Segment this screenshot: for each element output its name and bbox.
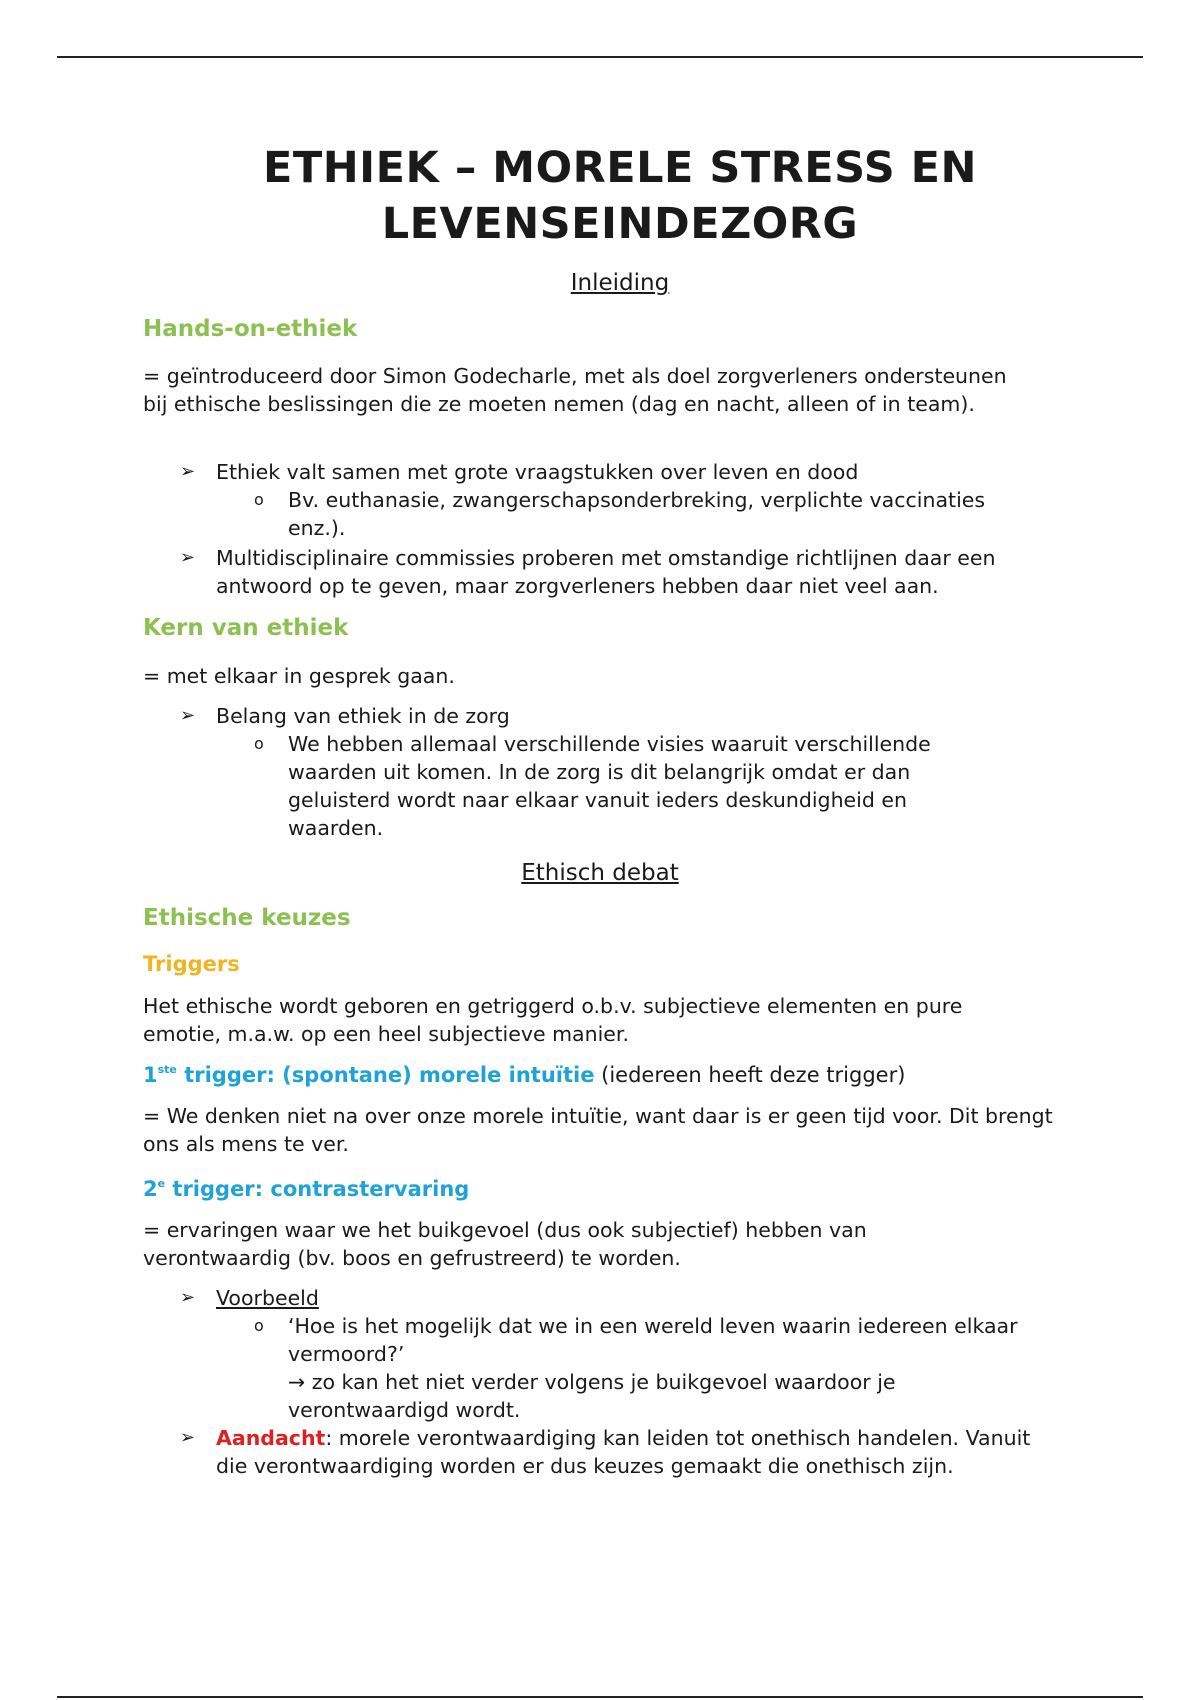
section-heading-inleiding: Inleiding — [570, 270, 670, 296]
footer-rule — [57, 1696, 1143, 1698]
circle-bullet-icon: o — [254, 734, 264, 753]
list-item: ➢ Aandacht: morele verontwaardiging kan leiden tot onethisch handelen. Vanuit die verontwaardiging worden er dus keuzes gemaakt die onethisch zijn. — [180, 1426, 1031, 1478]
list-item: ➢ Belang van ethiek in de zorg — [180, 704, 510, 728]
page-title: ETHIEK – MORELE STRESS EN LEVENSEINDEZORG — [262, 143, 978, 249]
circle-bullet-icon: o — [254, 1316, 264, 1335]
trigger-1-text: = We denken niet na over onze morele intuïtie, want daar is er geen tijd voor. Dit brengt ons als mens te ver. — [143, 1104, 1053, 1156]
heading-triggers: Triggers — [143, 952, 240, 976]
heading-trigger-1: 1ste trigger: (spontane) morele intuïtie (iedereen heeft deze trigger) — [143, 1063, 906, 1087]
kern-intro: = met elkaar in gesprek gaan. — [143, 664, 455, 688]
arrow-bullet-icon: ➢ — [180, 1427, 196, 1448]
arrow-bullet-icon: ➢ — [180, 547, 196, 568]
list-item: ➢ Ethiek valt samen met grote vraagstukken over leven en dood — [180, 460, 859, 484]
circle-bullet-icon: o — [254, 490, 264, 509]
arrow-bullet-icon: ➢ — [180, 461, 196, 482]
section-heading-ethisch-debat: Ethisch debat — [521, 860, 679, 886]
list-item: o We hebben allemaal verschillende visies waaruit verschillende waarden uit komen. In de zorg is dit belangrijk omdat er dan geluisterd wordt naar elkaar vanuit ieders deskundigheid en waarden. — [254, 732, 931, 840]
heading-hands-on-ethiek: Hands-on-ethiek — [143, 316, 358, 342]
list-item: o ‘Hoe is het mogelijk dat we in een wereld leven waarin iedereen elkaar vermoord?’ → zo kan het niet verder volgens je buikgevoel waardoor je verontwaardigd wordt. — [254, 1314, 1018, 1422]
heading-trigger-2: 2e trigger: contrastervaring — [143, 1177, 470, 1201]
trigger-2-text: = ervaringen waar we het buikgevoel (dus ook subjectief) hebben van verontwaardig (bv. boos en gefrustreerd) te worden. — [143, 1218, 867, 1270]
arrow-bullet-icon: ➢ — [180, 705, 196, 726]
arrow-bullet-icon: ➢ — [180, 1287, 196, 1308]
list-item: o Bv. euthanasie, zwangerschapsonderbreking, verplichte vaccinaties enz.). — [254, 488, 986, 540]
heading-ethische-keuzes: Ethische keuzes — [143, 905, 351, 931]
list-item: ➢ Voorbeeld — [180, 1286, 319, 1310]
arrow-icon-line: → zo kan het niet verder volgens je buikgevoel waardoor je verontwaardigd wordt. — [288, 1370, 896, 1422]
hands-on-intro: = geïntroduceerd door Simon Godecharle, met als doel zorgverleners ondersteunen bij ethische beslissingen die ze moeten nemen (dag en nacht, alleen of in team). — [143, 364, 1007, 416]
triggers-text: Het ethische wordt geboren en getriggerd o.b.v. subjectieve elementen en pure emotie, m.a.w. op een heel subjectieve manier. — [143, 994, 963, 1046]
heading-kern-van-ethiek: Kern van ethiek — [143, 615, 349, 641]
list-item: ➢ Multidisciplinaire commissies proberen met omstandige richtlijnen daar een antwoord op te geven, maar zorgverleners hebben daar niet veel aan. — [180, 546, 996, 598]
header-rule — [57, 56, 1143, 58]
